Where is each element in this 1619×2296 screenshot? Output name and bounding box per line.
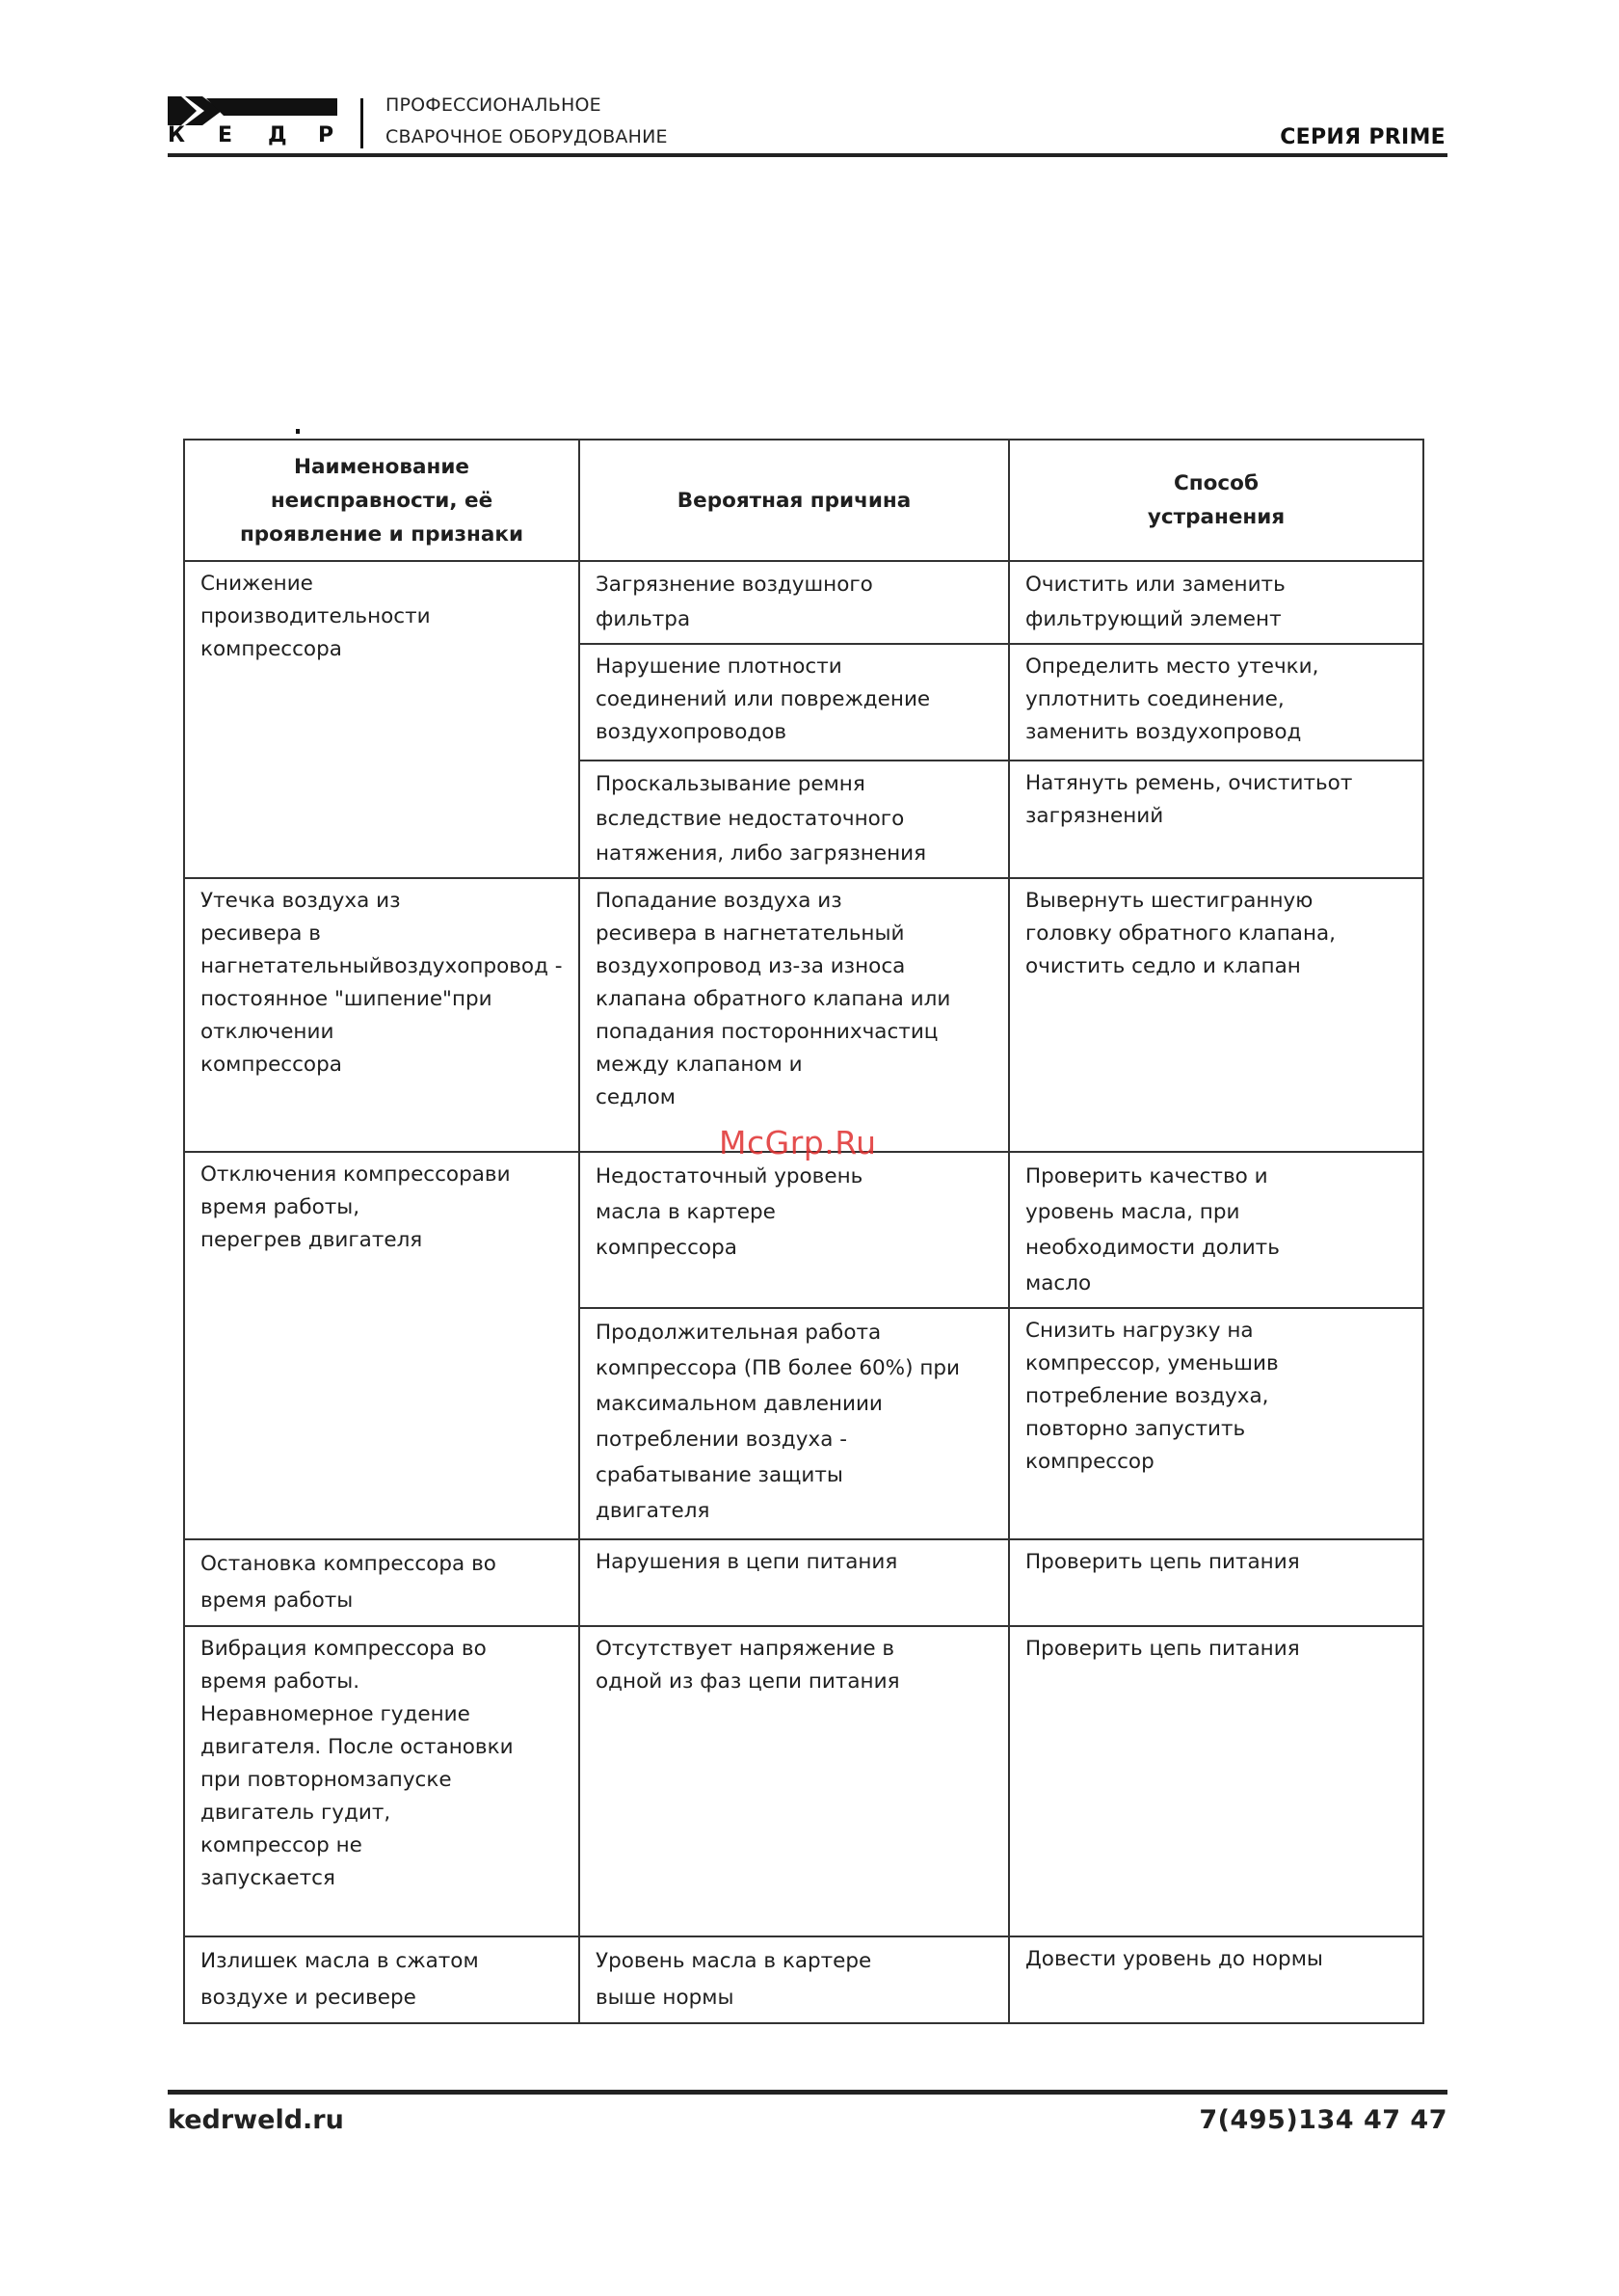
cause-cell: Загрязнение воздушного фильтра bbox=[579, 561, 1009, 644]
logo-letter: Е bbox=[218, 123, 233, 147]
logo-mark-icon bbox=[168, 96, 337, 125]
cause-cell: Продолжительная работа компрессора (ПВ более 60%) при максимальном давлениии потреблении воздуха - срабатывание защиты двигателя bbox=[579, 1308, 1009, 1539]
cause-cell: Отсутствует напряжение в одной из фаз цепи питания bbox=[579, 1626, 1009, 1936]
table-row bbox=[184, 1626, 1423, 1936]
footer-rule bbox=[168, 2090, 1447, 2095]
footer-website-link[interactable]: kedrweld.ru bbox=[168, 2105, 344, 2135]
fix-cell: Вывернуть шестигранную головку обратного клапана, очистить седло и клапан bbox=[1009, 878, 1423, 1152]
logo-letter: К bbox=[168, 123, 185, 147]
watermark: McGrp.Ru bbox=[719, 1124, 877, 1161]
fix-cell: Проверить качество и уровень масла, при необходимости долить масло bbox=[1009, 1152, 1423, 1308]
fix-cell: Натянуть ремень, очиститьот загрязнений bbox=[1009, 761, 1423, 878]
fix-cell: Проверить цепь питания bbox=[1009, 1539, 1423, 1626]
cause-cell: Недостаточный уровень масла в картере компрессора bbox=[579, 1152, 1009, 1308]
logo-letters bbox=[168, 123, 337, 148]
fault-cell: Излишек масла в сжатом воздухе и ресивере bbox=[184, 1936, 579, 2023]
footer-phone: 7(495)134 47 47 bbox=[1199, 2105, 1447, 2135]
cause-cell: Попадание воздуха из ресивера в нагнетательный воздухопровод из-за износа клапана обратного клапана или попадания постороннихчастиц между клапаном и седлом bbox=[579, 878, 1009, 1152]
header-tagline-line1: ПРОФЕССИОНАЛЬНОЕ bbox=[385, 94, 601, 116]
troubleshooting-table bbox=[183, 439, 1422, 2024]
cause-cell: Нарушения в цепи питания bbox=[579, 1539, 1009, 1626]
fault-cell: Вибрация компрессора во время работы. Неравномерное гудение двигателя. После остановки при повторномзапуске двигатель гудит, компрессор не запускается bbox=[184, 1626, 579, 1936]
header-series: СЕРИЯ PRIME bbox=[1280, 125, 1446, 149]
fix-cell: Снизить нагрузку на компрессор, уменьшив потребление воздуха, повторно запустить компрессор bbox=[1009, 1308, 1423, 1539]
cause-cell: Проскальзывание ремня вследствие недостаточного натяжения, либо загрязнения bbox=[579, 761, 1009, 878]
header-divider bbox=[360, 98, 363, 148]
header-tagline-line2: СВАРОЧНОЕ ОБОРУДОВАНИЕ bbox=[385, 126, 668, 147]
table-row bbox=[184, 878, 1423, 1152]
fault-cell: Утечка воздуха из ресивера в нагнетательныйвоздухопровод - постоянное "шипение"при отключении компрессора bbox=[184, 878, 579, 1152]
table-row bbox=[184, 561, 1423, 644]
table-row bbox=[184, 1936, 1423, 2023]
fix-cell: Довести уровень до нормы bbox=[1009, 1936, 1423, 2023]
fix-cell: Определить место утечки, уплотнить соединение, заменить воздухопровод bbox=[1009, 644, 1423, 761]
header-fault: Наименование неисправности, её проявление и признаки bbox=[184, 440, 579, 561]
fault-cell: Отключения компрессорави время работы, перегрев двигателя bbox=[184, 1152, 579, 1539]
logo-letter: Д bbox=[268, 123, 287, 147]
fix-cell: Проверить цепь питания bbox=[1009, 1626, 1423, 1936]
header-rule bbox=[168, 153, 1447, 157]
table-row bbox=[184, 1539, 1423, 1626]
stray-mark bbox=[296, 429, 300, 434]
table-header-row bbox=[184, 440, 1423, 561]
logo-letter: Р bbox=[318, 123, 334, 147]
table-row bbox=[184, 1152, 1423, 1308]
header-cause: Вероятная причина bbox=[579, 440, 1009, 561]
cause-cell: Нарушение плотности соединений или повреждение воздухопроводов bbox=[579, 644, 1009, 761]
fault-cell: Остановка компрессора во время работы bbox=[184, 1539, 579, 1626]
fault-cell: Снижение производительности компрессора bbox=[184, 561, 579, 878]
cause-cell: Уровень масла в картере выше нормы bbox=[579, 1936, 1009, 2023]
header-fix: Способ устранения bbox=[1009, 440, 1423, 561]
fix-cell: Очистить или заменить фильтрующий элемент bbox=[1009, 561, 1423, 644]
